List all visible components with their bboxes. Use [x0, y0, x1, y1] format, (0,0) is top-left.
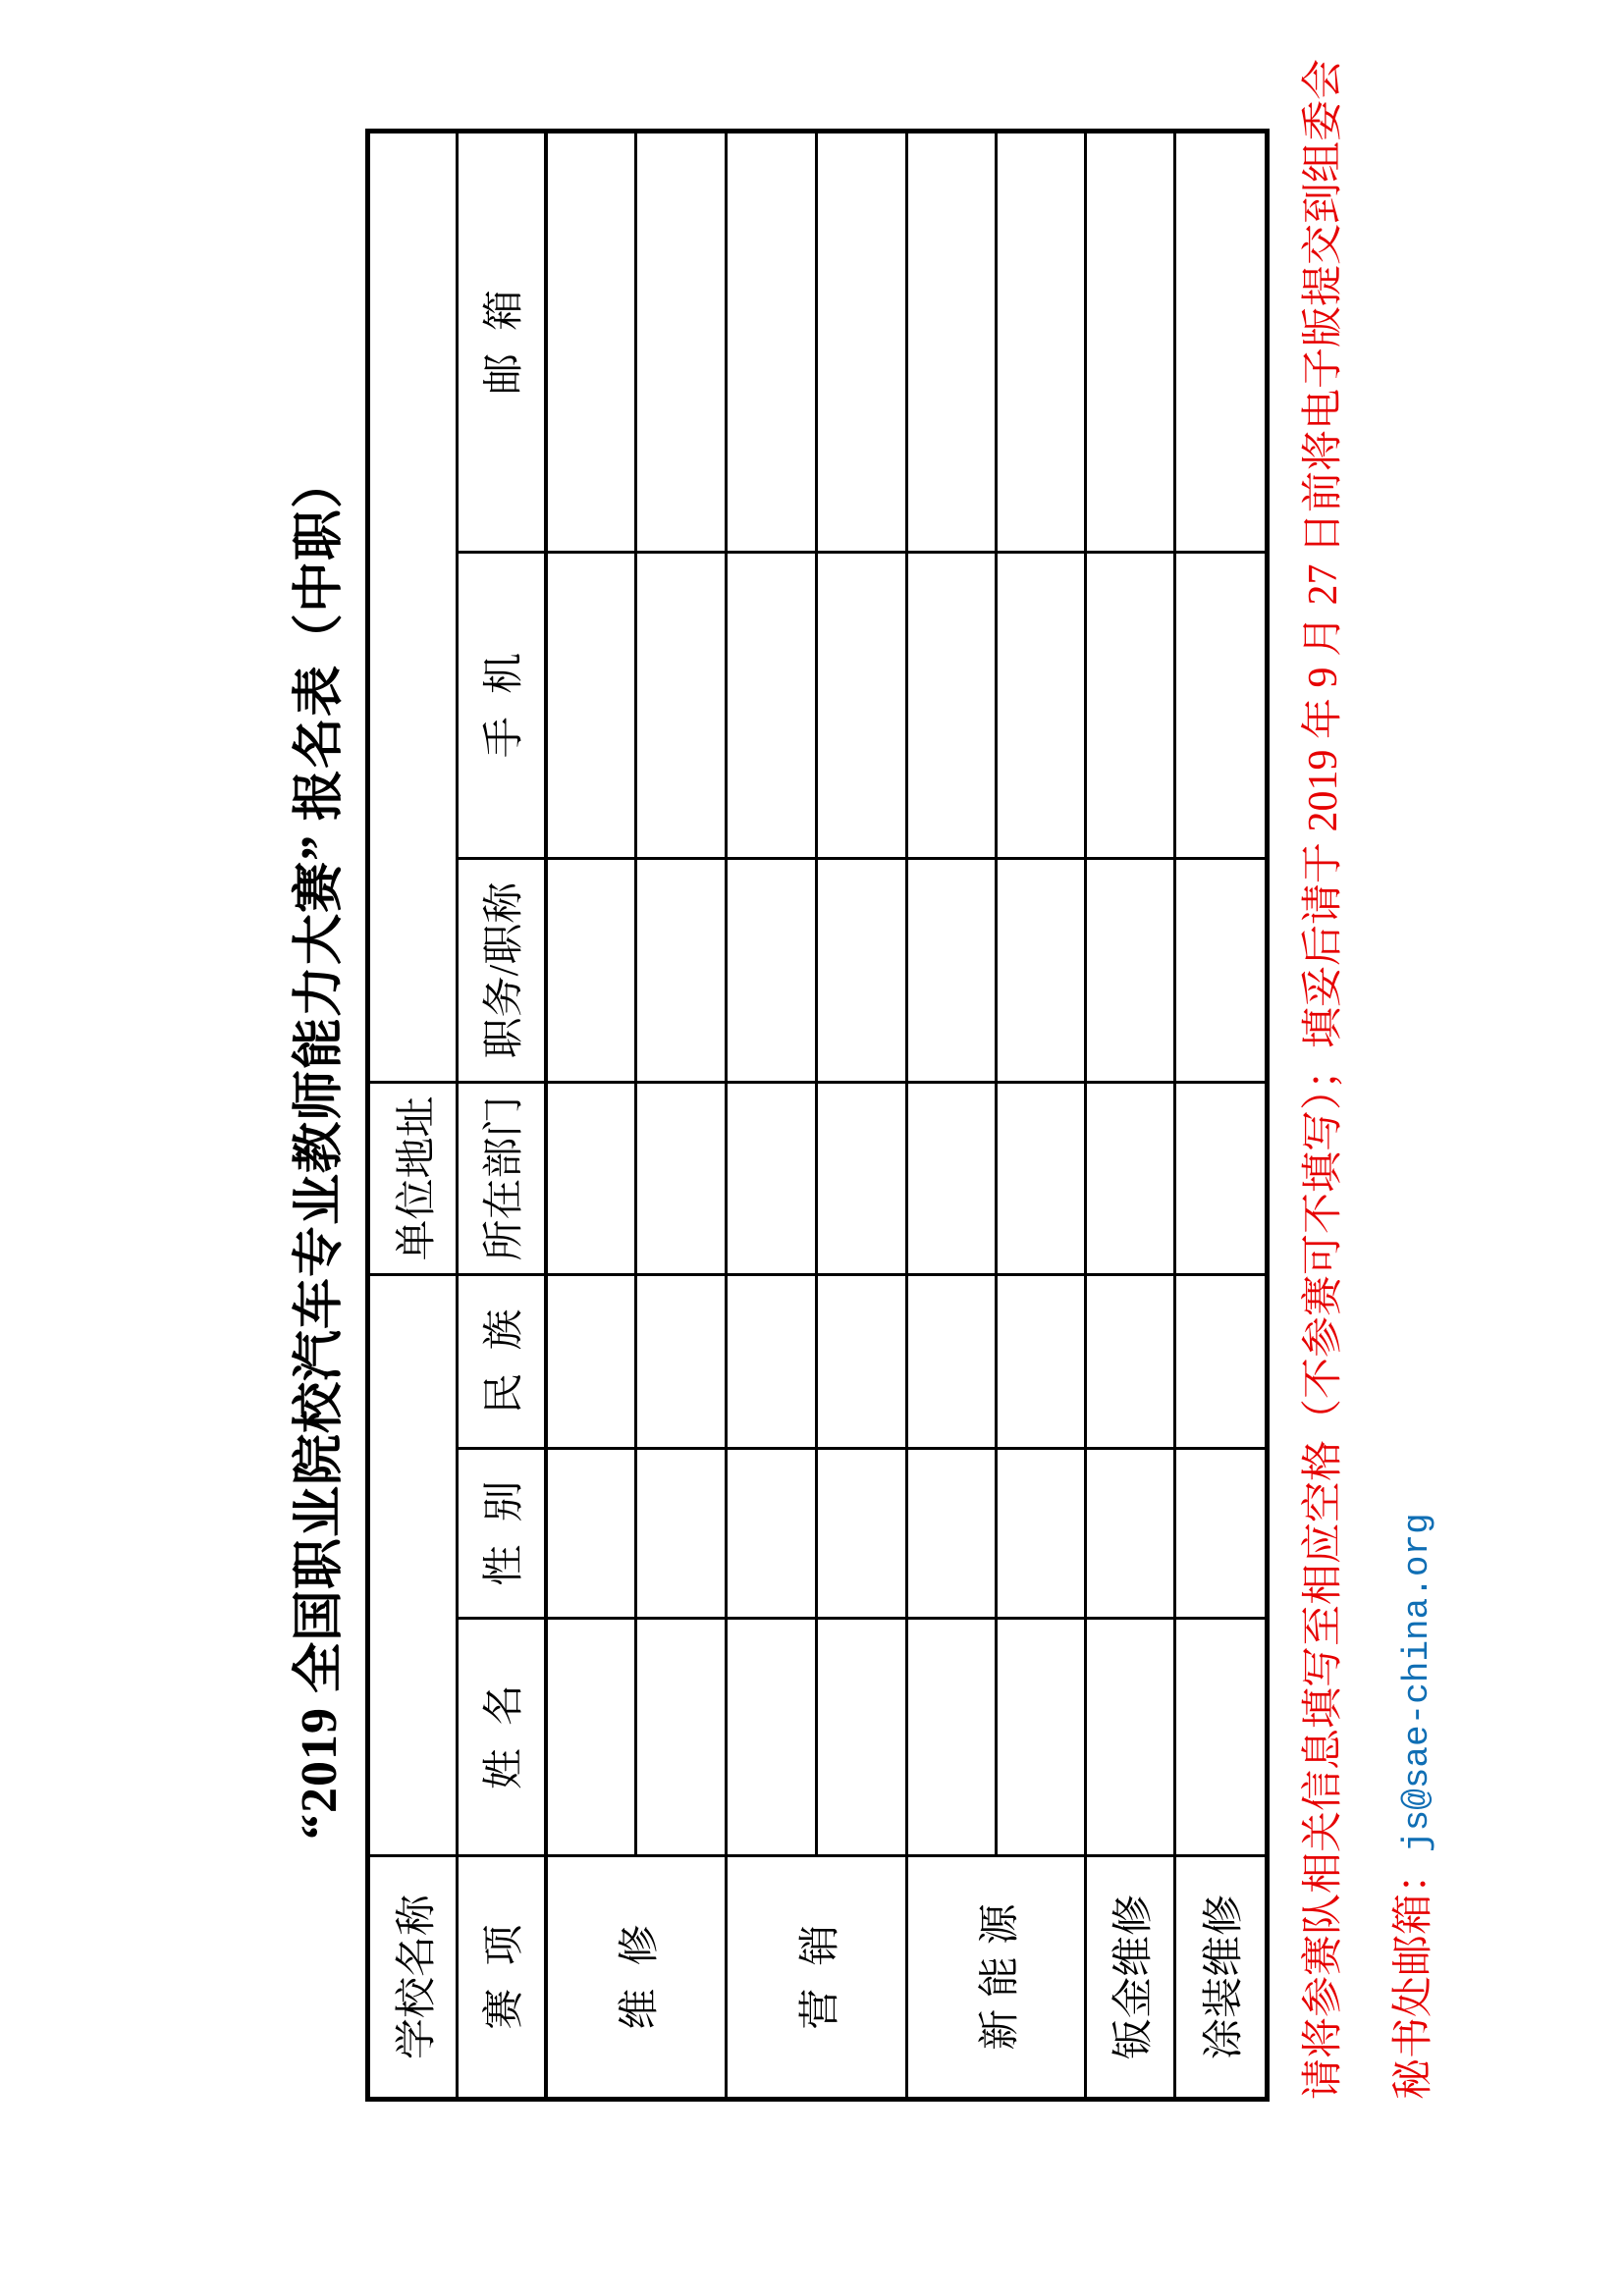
unit-address-input-cell[interactable]: [368, 131, 458, 1082]
registration-table: [365, 129, 1270, 2102]
input-cell[interactable]: [546, 1275, 636, 1449]
input-cell[interactable]: [997, 1619, 1086, 1856]
input-cell[interactable]: [1086, 131, 1175, 552]
table-row: [997, 131, 1086, 2099]
input-cell[interactable]: [817, 553, 907, 859]
input-cell[interactable]: [907, 553, 997, 859]
table-row: [636, 131, 727, 2099]
input-cell[interactable]: [1086, 553, 1175, 859]
input-cell[interactable]: [1086, 1275, 1175, 1449]
input-cell[interactable]: [997, 859, 1086, 1083]
input-cell[interactable]: [1175, 1083, 1268, 1275]
event-label-yingxiao: 营销: [727, 1856, 907, 2100]
input-cell[interactable]: [636, 131, 727, 552]
input-cell[interactable]: [727, 1083, 817, 1275]
input-cell[interactable]: [817, 1449, 907, 1619]
input-cell[interactable]: [1175, 859, 1268, 1083]
input-cell[interactable]: [1175, 1619, 1268, 1856]
input-cell[interactable]: [546, 1083, 636, 1275]
input-cell[interactable]: [997, 1449, 1086, 1619]
input-cell[interactable]: [997, 553, 1086, 859]
input-cell[interactable]: [727, 1275, 817, 1449]
input-cell[interactable]: [997, 1083, 1086, 1275]
header-row: [458, 131, 546, 2099]
input-cell[interactable]: [1175, 131, 1268, 552]
input-cell[interactable]: [1086, 1449, 1175, 1619]
input-cell[interactable]: [636, 859, 727, 1083]
table-row: [727, 131, 817, 2099]
unit-address-label: 单位地址: [368, 1083, 458, 1275]
input-cell[interactable]: [997, 1275, 1086, 1449]
event-column-header: 赛项: [458, 1856, 546, 2100]
table-row: [546, 131, 636, 2099]
input-cell[interactable]: [727, 131, 817, 552]
name-column-header: 姓名: [458, 1619, 546, 1856]
input-cell[interactable]: [817, 1619, 907, 1856]
input-cell[interactable]: [546, 131, 636, 552]
input-cell[interactable]: [1086, 1619, 1175, 1856]
input-cell[interactable]: [907, 1275, 997, 1449]
input-cell[interactable]: [727, 1449, 817, 1619]
input-cell[interactable]: [907, 859, 997, 1083]
position-column-header: 职务/职称: [458, 859, 546, 1083]
input-cell[interactable]: [817, 1275, 907, 1449]
secretariat-email-label: 秘书处邮箱：: [1391, 1851, 1436, 2100]
table-row: [907, 131, 997, 2099]
input-cell[interactable]: [636, 1619, 727, 1856]
input-cell[interactable]: [636, 1083, 727, 1275]
event-label-xinnengyuan: 新能源: [907, 1856, 1086, 2100]
event-label-banjinweixiu: 钣金维修: [1086, 1856, 1175, 2100]
input-cell[interactable]: [1175, 1449, 1268, 1619]
input-cell[interactable]: [636, 553, 727, 859]
secretariat-note: [1380, 1513, 1439, 2100]
input-cell[interactable]: [817, 1083, 907, 1275]
input-cell[interactable]: [636, 1449, 727, 1619]
input-cell[interactable]: [727, 859, 817, 1083]
event-label-weixiu: 维修: [546, 1856, 727, 2100]
table-row: [817, 131, 907, 2099]
input-cell[interactable]: [727, 1619, 817, 1856]
secretariat-email-link[interactable]: js@sae-china.org: [1397, 1513, 1437, 1852]
input-cell[interactable]: [727, 553, 817, 859]
input-cell[interactable]: [1175, 1275, 1268, 1449]
input-cell[interactable]: [636, 1275, 727, 1449]
input-cell[interactable]: [907, 1619, 997, 1856]
table-row: [1086, 131, 1175, 2099]
input-cell[interactable]: [546, 859, 636, 1083]
department-column-header: 所在部门: [458, 1083, 546, 1275]
mobile-column-header: 手机: [458, 553, 546, 859]
ethnicity-column-header: 民族: [458, 1275, 546, 1449]
table-row: [1175, 131, 1268, 2099]
input-cell[interactable]: [1086, 859, 1175, 1083]
input-cell[interactable]: [907, 1449, 997, 1619]
gender-column-header: 性别: [458, 1449, 546, 1619]
input-cell[interactable]: [907, 1083, 997, 1275]
school-name-input-cell[interactable]: [368, 1275, 458, 1856]
page-title: “2019 全国职业院校汽车专业教师能力大赛” 报名表（中职）: [292, 456, 348, 1841]
school-name-label: 学校名称: [368, 1856, 458, 2100]
table-row: [368, 131, 458, 2099]
input-cell[interactable]: [817, 131, 907, 552]
input-cell[interactable]: [546, 1449, 636, 1619]
event-label-tuzhuangweixiu: 涂装维修: [1175, 1856, 1268, 2100]
input-cell[interactable]: [997, 131, 1086, 552]
instruction-note: 请将参赛队相关信息填写至相应空格（不参赛可不填写）；填妥后请于 2019 年 9 月 27 日前将电子版提交到组委会: [1301, 58, 1346, 2100]
input-cell[interactable]: [907, 131, 997, 552]
input-cell[interactable]: [817, 859, 907, 1083]
input-cell[interactable]: [546, 1619, 636, 1856]
input-cell[interactable]: [1086, 1083, 1175, 1275]
input-cell[interactable]: [1175, 553, 1268, 859]
input-cell[interactable]: [546, 553, 636, 859]
email-column-header: 邮箱: [458, 131, 546, 552]
